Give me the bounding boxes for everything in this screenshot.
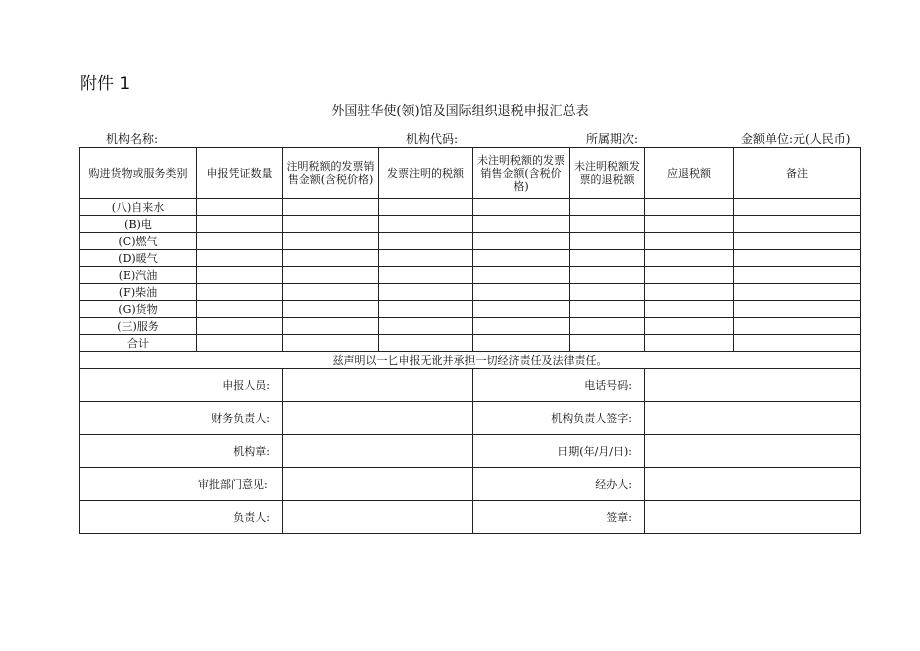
voucher-count-cell[interactable] — [197, 267, 283, 284]
header-untaxed-refund: 未注明税额发票的退税额 — [570, 148, 645, 199]
remarks-cell[interactable] — [734, 216, 861, 233]
voucher-count-cell[interactable] — [197, 335, 283, 352]
table-row — [80, 267, 861, 284]
table-row — [80, 216, 861, 233]
taxed-amount-cell[interactable] — [283, 199, 379, 216]
category-label: (D)暖气 — [80, 250, 197, 267]
untaxed-amount-cell[interactable] — [473, 267, 570, 284]
responsible-field[interactable] — [283, 501, 473, 534]
org-head-sign-field[interactable] — [645, 402, 861, 435]
refund-due-cell[interactable] — [645, 335, 734, 352]
declaration-row — [80, 352, 861, 369]
taxed-amount-cell[interactable] — [283, 267, 379, 284]
total-label: 合计 — [80, 335, 197, 352]
taxed-amount-cell[interactable] — [283, 318, 379, 335]
header-row — [80, 148, 861, 199]
header-refund-due: 应退税额 — [645, 148, 734, 199]
untaxed-refund-cell[interactable] — [570, 301, 645, 318]
voucher-count-cell[interactable] — [197, 199, 283, 216]
header-remarks: 备注 — [734, 148, 861, 199]
remarks-cell[interactable] — [734, 301, 861, 318]
period-label: 所属期次: — [586, 132, 639, 146]
category-label: (三)服务 — [80, 318, 197, 335]
refund-due-cell[interactable] — [645, 250, 734, 267]
invoice-tax-cell[interactable] — [379, 233, 473, 250]
remarks-cell[interactable] — [734, 233, 861, 250]
approval-dept-label: 审批部门意见: — [80, 468, 283, 501]
taxed-amount-cell[interactable] — [283, 335, 379, 352]
taxed-amount-cell[interactable] — [283, 216, 379, 233]
org-code-label: 机构代码: — [406, 132, 459, 146]
header-untaxed-invoice-amount: 未注明税额的发票销售金额(含税价格) — [473, 148, 570, 199]
voucher-count-cell[interactable] — [197, 250, 283, 267]
untaxed-amount-cell[interactable] — [473, 318, 570, 335]
untaxed-refund-cell[interactable] — [570, 216, 645, 233]
declaration-text: 兹声明以一匕申报无讹并承担一切经济责任及法律责任。 — [80, 352, 861, 369]
header-invoice-tax: 发票注明的税额 — [379, 148, 473, 199]
untaxed-refund-cell[interactable] — [570, 267, 645, 284]
invoice-tax-cell[interactable] — [379, 318, 473, 335]
signature-field[interactable] — [645, 501, 861, 534]
table-row — [80, 301, 861, 318]
handler-field[interactable] — [645, 468, 861, 501]
org-head-sign-label: 机构负责人签字: — [473, 402, 645, 435]
untaxed-refund-cell[interactable] — [570, 335, 645, 352]
refund-due-cell[interactable] — [645, 301, 734, 318]
refund-due-cell[interactable] — [645, 199, 734, 216]
untaxed-amount-cell[interactable] — [473, 301, 570, 318]
category-label: (C)燃气 — [80, 233, 197, 250]
untaxed-refund-cell[interactable] — [570, 318, 645, 335]
table-row — [80, 199, 861, 216]
signature-row — [80, 402, 861, 435]
voucher-count-cell[interactable] — [197, 216, 283, 233]
untaxed-refund-cell[interactable] — [570, 233, 645, 250]
taxed-amount-cell[interactable] — [283, 233, 379, 250]
remarks-cell[interactable] — [734, 250, 861, 267]
phone-field[interactable] — [645, 369, 861, 402]
tax-refund-summary-table — [79, 147, 861, 534]
untaxed-refund-cell[interactable] — [570, 284, 645, 301]
category-label: (F)柴油 — [80, 284, 197, 301]
taxed-amount-cell[interactable] — [283, 284, 379, 301]
finance-head-label: 财务负责人: — [80, 402, 283, 435]
signature-row — [80, 501, 861, 534]
remarks-cell[interactable] — [734, 267, 861, 284]
remarks-cell[interactable] — [734, 199, 861, 216]
signature-label: 签章: — [473, 501, 645, 534]
org-seal-label: 机构章: — [80, 435, 283, 468]
refund-due-cell[interactable] — [645, 318, 734, 335]
signature-row — [80, 468, 861, 501]
category-label: (E)汽油 — [80, 267, 197, 284]
untaxed-amount-cell[interactable] — [473, 284, 570, 301]
table-row — [80, 284, 861, 301]
refund-due-cell[interactable] — [645, 267, 734, 284]
responsible-label: 负责人: — [80, 501, 283, 534]
voucher-count-cell[interactable] — [197, 284, 283, 301]
total-row — [80, 335, 861, 352]
voucher-count-cell[interactable] — [197, 301, 283, 318]
table-row — [80, 318, 861, 335]
header-voucher-count: 申报凭证数量 — [197, 148, 283, 199]
untaxed-amount-cell[interactable] — [473, 335, 570, 352]
untaxed-amount-cell[interactable] — [473, 216, 570, 233]
date-field[interactable] — [645, 435, 861, 468]
approval-dept-field[interactable] — [283, 468, 473, 501]
untaxed-amount-cell[interactable] — [473, 250, 570, 267]
amount-unit-label: 金额单位:元(人民币) — [741, 132, 851, 146]
invoice-tax-cell[interactable] — [379, 301, 473, 318]
annex-label: 附件 1 — [80, 74, 131, 94]
refund-due-cell[interactable] — [645, 216, 734, 233]
signature-row — [80, 369, 861, 402]
voucher-count-cell[interactable] — [197, 318, 283, 335]
refund-due-cell[interactable] — [645, 284, 734, 301]
refund-due-cell[interactable] — [645, 233, 734, 250]
invoice-tax-cell[interactable] — [379, 216, 473, 233]
form-title: 外国驻华使(领)馆及国际组织退税申报汇总表 — [331, 104, 589, 119]
remarks-cell[interactable] — [734, 335, 861, 352]
finance-head-field[interactable] — [283, 402, 473, 435]
signature-row — [80, 435, 861, 468]
voucher-count-cell[interactable] — [197, 233, 283, 250]
untaxed-amount-cell[interactable] — [473, 199, 570, 216]
untaxed-refund-cell[interactable] — [570, 250, 645, 267]
untaxed-refund-cell[interactable] — [570, 199, 645, 216]
phone-label: 电话号码: — [473, 369, 645, 402]
invoice-tax-cell[interactable] — [379, 335, 473, 352]
org-name-label: 机构名称: — [106, 132, 159, 146]
header-taxed-invoice-amount: 注明税额的发票销售金额(含税价格) — [283, 148, 379, 199]
handler-label: 经办人: — [473, 468, 645, 501]
applicant-field[interactable] — [283, 369, 473, 402]
category-label: (八)自来水 — [80, 199, 197, 216]
invoice-tax-cell[interactable] — [379, 250, 473, 267]
taxed-amount-cell[interactable] — [283, 250, 379, 267]
date-label: 日期(年/月/日): — [473, 435, 645, 468]
category-label: (B)电 — [80, 216, 197, 233]
remarks-cell[interactable] — [734, 284, 861, 301]
untaxed-amount-cell[interactable] — [473, 233, 570, 250]
table-row — [80, 250, 861, 267]
applicant-label: 申报人员: — [80, 369, 283, 402]
invoice-tax-cell[interactable] — [379, 267, 473, 284]
header-category: 购进货物或服务类别 — [80, 148, 197, 199]
remarks-cell[interactable] — [734, 318, 861, 335]
table-row — [80, 233, 861, 250]
invoice-tax-cell[interactable] — [379, 199, 473, 216]
org-seal-field[interactable] — [283, 435, 473, 468]
taxed-amount-cell[interactable] — [283, 301, 379, 318]
invoice-tax-cell[interactable] — [379, 284, 473, 301]
category-label: (G)货物 — [80, 301, 197, 318]
